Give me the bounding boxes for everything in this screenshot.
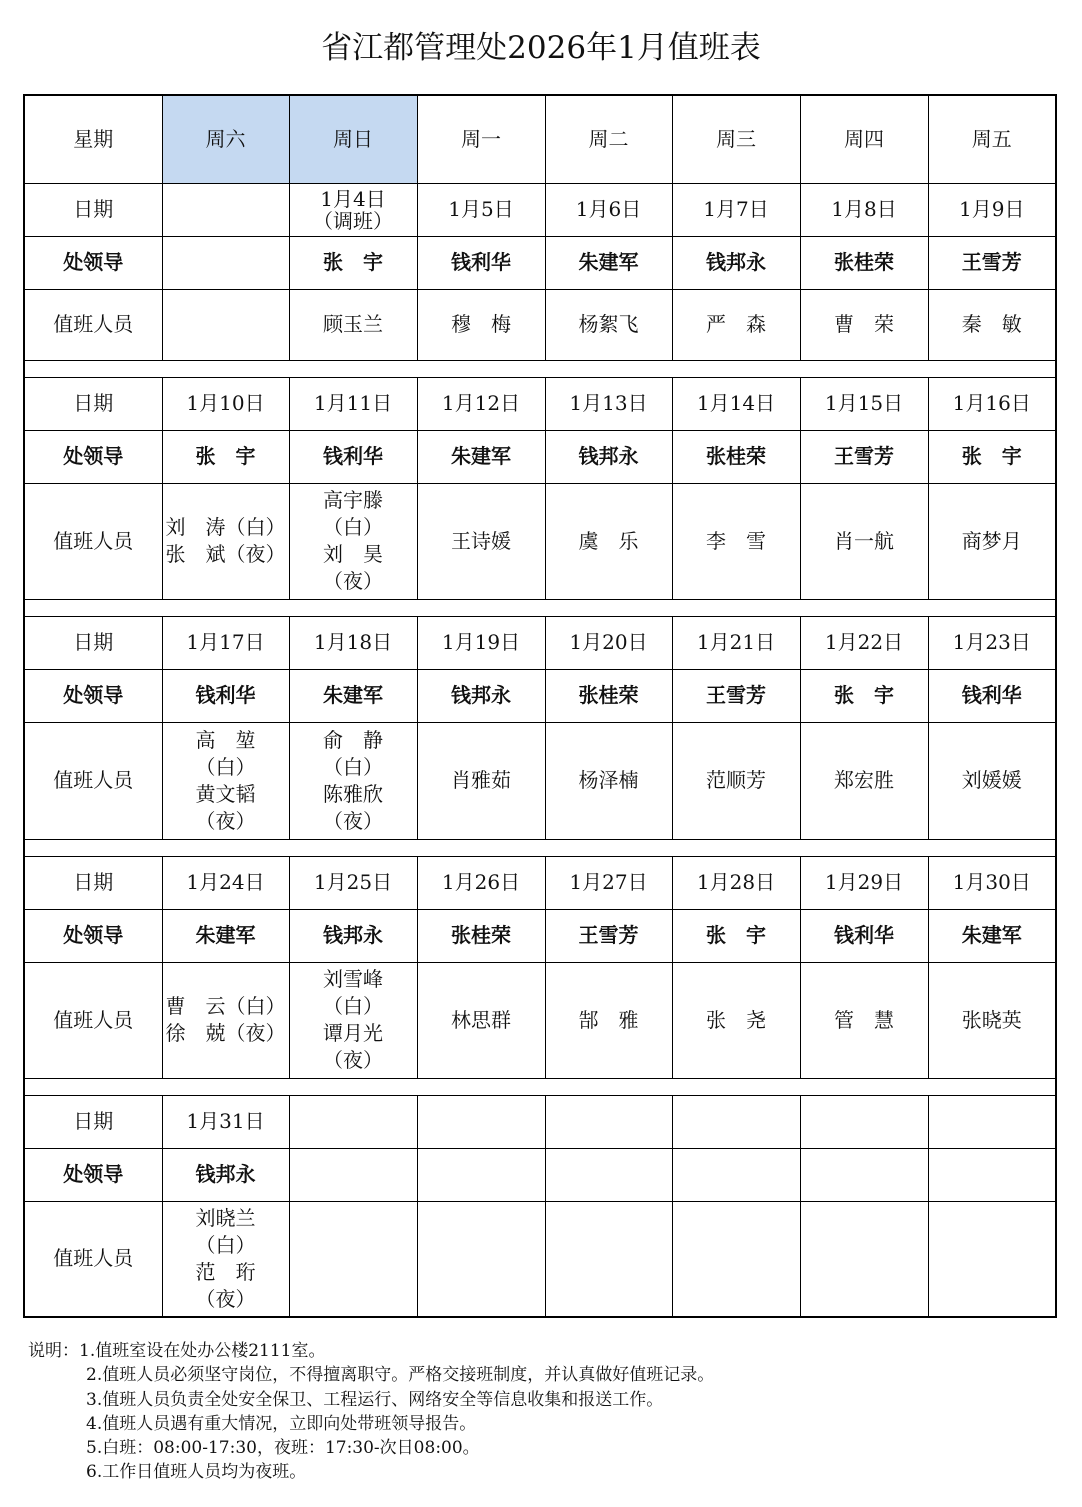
leader-cell [289,1148,417,1201]
date-row-label: 日期 [24,183,162,236]
staff-cell [162,289,289,360]
staff-row [24,483,1056,599]
leader-cell: 钱邦永 [162,1148,289,1201]
leader-cell: 钱邦永 [417,669,545,722]
staff-cell: 高宇滕 （白） 刘 昊 （夜） [289,483,417,599]
leader-row-label: 处领导 [24,236,162,289]
leader-row [24,1148,1056,1201]
date-cell [289,1095,417,1148]
staff-cell: 曹 云（白） 徐 兢（夜） [162,962,289,1078]
date-cell: 1月20日 [545,616,672,669]
staff-cell: 刘雪峰 （白） 谭月光 （夜） [289,962,417,1078]
weekday-header-cell: 周四 [800,95,928,183]
leader-cell: 王雪芳 [928,236,1056,289]
leader-cell: 张桂荣 [417,909,545,962]
weekday-header-cell: 周日 [289,95,417,183]
staff-cell: 俞 静 （白） 陈雅欣 （夜） [289,722,417,839]
staff-cell: 张晓英 [928,962,1056,1078]
staff-cell: 刘晓兰 （白） 范 珩 （夜） [162,1201,289,1317]
staff-cell: 杨泽楠 [545,722,672,839]
date-cell: 1月21日 [672,616,800,669]
staff-row-label: 值班人员 [24,1201,162,1317]
staff-row [24,1201,1056,1317]
date-cell: 1月24日 [162,856,289,909]
date-cell: 1月28日 [672,856,800,909]
staff-cell: 肖一航 [800,483,928,599]
staff-row-label: 值班人员 [24,483,162,599]
date-cell: 1月10日 [162,377,289,430]
date-cell: 1月16日 [928,377,1056,430]
date-cell: 1月25日 [289,856,417,909]
staff-cell: 李 雪 [672,483,800,599]
staff-row-label: 值班人员 [24,722,162,839]
staff-row [24,722,1056,839]
leader-cell [800,1148,928,1201]
note-line [28,1339,714,1363]
date-row-label: 日期 [24,1095,162,1148]
leader-cell [417,1148,545,1201]
staff-cell: 郑宏胜 [800,722,928,839]
staff-cell: 王诗媛 [417,483,545,599]
date-cell: 1月30日 [928,856,1056,909]
date-cell: 1月26日 [417,856,545,909]
week-separator [24,839,1056,856]
date-cell: 1月8日 [800,183,928,236]
staff-cell: 范顺芳 [672,722,800,839]
date-cell: 1月4日 （调班） [289,183,417,236]
notes-section [28,1339,714,1485]
leader-cell: 张 宇 [289,236,417,289]
leader-row [24,669,1056,722]
leader-cell: 朱建军 [289,669,417,722]
staff-cell: 刘媛媛 [928,722,1056,839]
date-row [24,856,1056,909]
staff-cell: 曹 荣 [800,289,928,360]
staff-cell: 穆 梅 [417,289,545,360]
staff-cell: 刘 涛（白） 张 斌（夜） [162,483,289,599]
date-cell: 1月5日 [417,183,545,236]
leader-cell: 张桂荣 [800,236,928,289]
staff-cell: 张 尧 [672,962,800,1078]
date-row [24,616,1056,669]
weekday-header-row [24,95,1056,183]
note-line: 5.白班：08:00-17:30，夜班：17:30-次日08:00。 [86,1438,480,1459]
week-separator [24,599,1056,616]
page-title: 省江都管理处2026年1月值班表 [321,30,761,66]
leader-cell: 钱邦永 [672,236,800,289]
staff-cell: 肖雅茹 [417,722,545,839]
separator-cell [24,839,1056,856]
date-row-label: 日期 [24,856,162,909]
note-line: 3.值班人员负责全处安全保卫、工程运行、网络安全等信息收集和报送工作。 [86,1389,664,1410]
staff-cell [545,1201,672,1317]
week-separator [24,360,1056,377]
date-row-label: 日期 [24,616,162,669]
separator-cell [24,1078,1056,1095]
leader-row [24,236,1056,289]
leader-cell: 朱建军 [162,909,289,962]
staff-cell [800,1201,928,1317]
weekday-header-cell: 周一 [417,95,545,183]
date-cell [417,1095,545,1148]
date-cell [162,183,289,236]
staff-row [24,289,1056,360]
weekday-header-cell: 周五 [928,95,1056,183]
staff-cell: 虞 乐 [545,483,672,599]
leader-cell: 张桂荣 [545,669,672,722]
staff-cell: 郜 雅 [545,962,672,1078]
weekday-header-cell: 周六 [162,95,289,183]
staff-cell: 林思群 [417,962,545,1078]
leader-cell: 钱利华 [289,430,417,483]
date-row [24,377,1056,430]
leader-row-label: 处领导 [24,430,162,483]
leader-cell: 钱利华 [162,669,289,722]
week-separator [24,1078,1056,1095]
note-line: 4.值班人员遇有重大情况，立即向处带班领导报告。 [86,1413,477,1434]
staff-cell [672,1201,800,1317]
leader-cell [162,236,289,289]
staff-row-label: 值班人员 [24,289,162,360]
staff-row-label: 值班人员 [24,962,162,1078]
staff-cell [289,1201,417,1317]
date-cell: 1月14日 [672,377,800,430]
leader-row [24,430,1056,483]
date-cell [545,1095,672,1148]
date-row-label: 日期 [24,377,162,430]
staff-cell: 高 堃 （白） 黄文韬 （夜） [162,722,289,839]
date-cell [672,1095,800,1148]
leader-row [24,909,1056,962]
note-item: 1.值班室设在处办公楼2111室。 [79,1341,326,1361]
leader-cell: 王雪芳 [545,909,672,962]
leader-cell [928,1148,1056,1201]
leader-cell: 张 宇 [162,430,289,483]
leader-cell: 钱利华 [417,236,545,289]
date-cell: 1月29日 [800,856,928,909]
note-line: 6.工作日值班人员均为夜班。 [86,1462,307,1483]
date-cell: 1月11日 [289,377,417,430]
note-line: 2.值班人员必须坚守岗位，不得擅离职守。严格交接班制度，并认真做好值班记录。 [86,1365,715,1386]
leader-cell: 张 宇 [672,909,800,962]
date-cell: 1月17日 [162,616,289,669]
leader-cell: 张 宇 [800,669,928,722]
separator-cell [24,599,1056,616]
staff-cell: 杨絮飞 [545,289,672,360]
staff-cell [928,1201,1056,1317]
leader-cell: 王雪芳 [800,430,928,483]
leader-row-label: 处领导 [24,1148,162,1201]
leader-cell: 钱利华 [800,909,928,962]
staff-cell: 顾玉兰 [289,289,417,360]
date-cell: 1月7日 [672,183,800,236]
date-cell [800,1095,928,1148]
weekday-label: 星期 [24,95,162,183]
notes-prefix: 说明： [28,1341,79,1361]
date-cell: 1月23日 [928,616,1056,669]
weekday-header-cell: 周二 [545,95,672,183]
leader-cell: 王雪芳 [672,669,800,722]
date-cell: 1月9日 [928,183,1056,236]
leader-cell: 钱邦永 [545,430,672,483]
staff-cell [417,1201,545,1317]
leader-cell: 张桂荣 [672,430,800,483]
leader-cell [672,1148,800,1201]
date-cell: 1月31日 [162,1095,289,1148]
leader-cell: 朱建军 [928,909,1056,962]
date-cell: 1月18日 [289,616,417,669]
date-row [24,1095,1056,1148]
leader-cell: 钱邦永 [289,909,417,962]
staff-cell: 商梦月 [928,483,1056,599]
leader-cell: 朱建军 [417,430,545,483]
date-cell: 1月12日 [417,377,545,430]
separator-cell [24,360,1056,377]
staff-cell: 严 森 [672,289,800,360]
leader-cell: 朱建军 [545,236,672,289]
leader-row-label: 处领导 [24,909,162,962]
duty-roster-table [23,94,1057,1318]
date-row [24,183,1056,236]
date-cell: 1月6日 [545,183,672,236]
date-cell: 1月22日 [800,616,928,669]
staff-cell: 管 慧 [800,962,928,1078]
staff-row [24,962,1056,1078]
leader-cell [545,1148,672,1201]
weekday-header-cell: 周三 [672,95,800,183]
date-cell [928,1095,1056,1148]
staff-cell: 秦 敏 [928,289,1056,360]
leader-row-label: 处领导 [24,669,162,722]
date-cell: 1月13日 [545,377,672,430]
leader-cell: 钱利华 [928,669,1056,722]
date-cell: 1月27日 [545,856,672,909]
date-cell: 1月15日 [800,377,928,430]
date-cell: 1月19日 [417,616,545,669]
leader-cell: 张 宇 [928,430,1056,483]
